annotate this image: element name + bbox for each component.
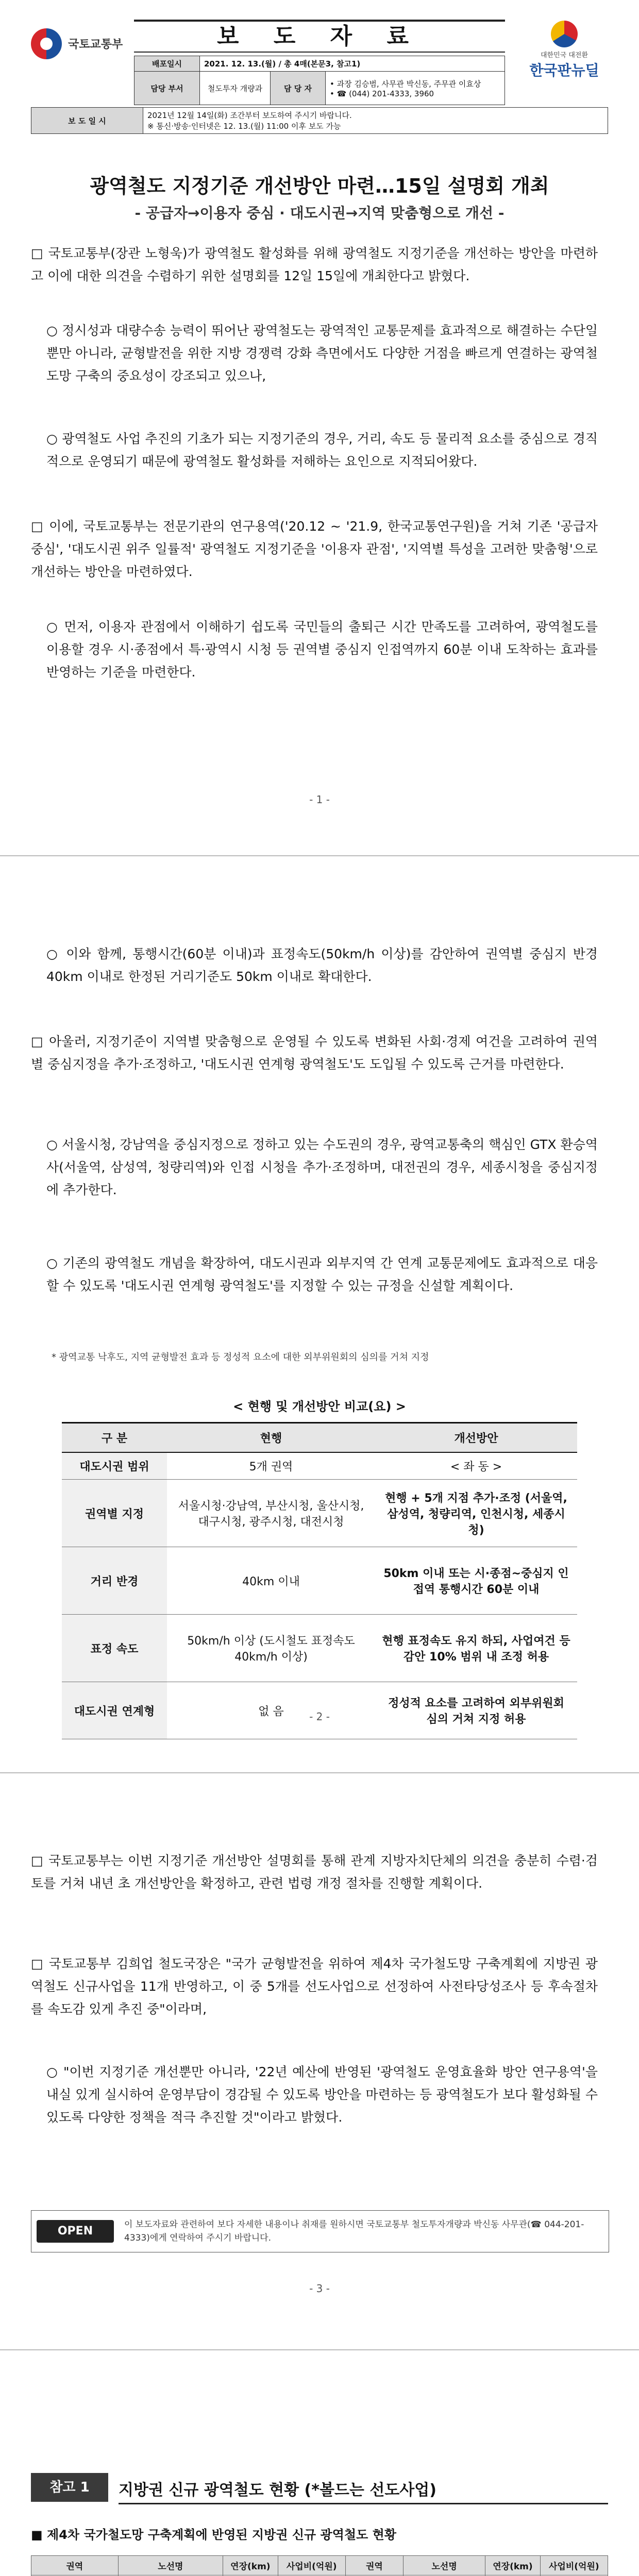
page-divider: [0, 1772, 639, 1773]
comparison-table: [62, 1422, 577, 1739]
ref1-title: 지방권 신규 광역철도 현황 (*볼드는 선도사업): [119, 2477, 608, 2504]
table-row: 권역별 지정 서울시청·강남역, 부산시청, 울산시청, 대구시청, 광주시청, 대전시청 현행 + 5개 지점 추가·조정 (서울역, 삼성역, 청량리역, 인천시청, 세종시청): [62, 1480, 577, 1547]
p1-paragraph-3: ○ 광역철도 사업 추진의 기초가 되는 지정기준의 경우, 거리, 속도 등 물리적 요소를 중심으로 경직적으로 운영되기 때문에 광역철도 활성화를 저해하는 요인으로 지적되어왔다.: [46, 431, 598, 469]
open-license-logo: OPEN: [37, 2220, 114, 2243]
subheadline: - 공급자→이용자 중심 · 대도시권→지역 맞춤형으로 개선 -: [134, 205, 505, 222]
p2-paragraph-3: ○ 서울시청, 강남역을 중심지정으로 정하고 있는 수도권의 경우, 광역교통축의 핵심인 GTX 환승역사(서울역, 삼성역, 청량리역)와 인접 시청을 추가·조정하며, 대전권의 경우, 세종시청을 중심지정에 추가한다.: [46, 1137, 598, 1197]
embargo-label: 보 도 일 시: [31, 108, 143, 134]
contact-footer: [31, 2210, 609, 2252]
table-row: 거리 반경 40km 이내 50km 이내 또는 시·종점~중심지 인접역 통행시간 60분 이내: [62, 1547, 577, 1615]
page-number-1: - 1 -: [309, 793, 330, 806]
new-lines-table: 권역 노선명 연장(km) 사업비(억원) 권역 노선명 연장(km) 사업비(억원): [31, 2555, 608, 2576]
p2-paragraph-1: ○ 이와 함께, 통행시간(60분 이내)과 표정속도(50km/h 이상)를 감안하여 권역별 중심지 반경 40km 이내로 한정된 거리기준도 50km 이내로 확대한다.: [46, 946, 598, 984]
dept-value: 철도투자 개량과: [200, 72, 271, 105]
document-title: 보 도 자 료: [134, 20, 505, 53]
ministry-logo: [31, 23, 129, 64]
p1-paragraph-4: □ 이에, 국토교통부는 전문기관의 연구용역('20.12 ~ '21.9, 한국교통연구원)을 거쳐 기존 '공급자 중심', '대도시권 위주 일률적' 광역철도 지정기준을 '이용자 관점', '지역별 특성을 고려한 맞춤형'으로 개선하는 방안을 마련하였다.: [31, 519, 598, 579]
release-label: 배포일시: [134, 56, 200, 72]
table-row: 대도시권 연계형 없 음 정성적 요소를 고려하여 외부위원회 심의 거쳐 지정 허용: [62, 1682, 577, 1739]
page-divider: [0, 2349, 639, 2350]
new-deal-tagline: 대한민국 대전환: [540, 52, 588, 59]
ministry-emblem-icon: [31, 28, 62, 59]
ministry-name: 국토교통부: [68, 38, 123, 51]
p2-paragraph-2: □ 아울러, 지정기준이 지역별 맞춤형으로 운영될 수 있도록 변화된 사회·경제 여건을 고려하여 권역별 중심지정을 추가·조정하고, '대도시권 연계형 광역철도'도 도입될 수 있도록 근거를 마련한다.: [31, 1034, 598, 1072]
p1-paragraph-5: ○ 먼저, 이용자 관점에서 이해하기 쉽도록 국민들의 출퇴근 시간 만족도를 고려하여, 광역철도를 이용할 경우 시·종점에서 특·광역시 시청 등 권역별 중심지 인접역까지 60분 이내 도착하는 효과를 반영하는 기준을 마련한다.: [46, 619, 598, 680]
p3-paragraph-1: □ 국토교통부는 이번 지정기준 개선방안 설명회를 통해 관계 지방자치단체의 의견을 충분히 수렴·검토를 거쳐 내년 초 개선방안을 확정하고, 관련 법령 개정 절차를 진행할 계획이다.: [31, 1853, 598, 1891]
embargo-value: 2021년 12월 14일(화) 조간부터 보도하여 주시기 바랍니다. ※ 통신·방송·인터넷은 12. 13.(월) 11:00 이후 보도 가능: [143, 108, 608, 134]
new-deal-emblem-icon: [551, 21, 578, 47]
ref1-subtitle: ■ 제4차 국가철도망 구축계획에 반영된 지방권 신규 광역철도 현황: [31, 2528, 397, 2542]
new-deal-title: 한국판뉴딜: [529, 62, 599, 79]
headline: 광역철도 지정기준 개선방안 마련…15일 설명회 개최: [90, 175, 549, 197]
table-row: 표정 속도 50km/h 이상 (도시철도 표정속도 40km/h 이상) 현행 표정속도 유지 하되, 사업여건 등 감안 10% 범위 내 조정 허용: [62, 1615, 577, 1682]
new-deal-logo: [515, 21, 613, 77]
dept-label: 담당 부서: [134, 72, 200, 105]
release-info-table: [134, 56, 505, 105]
p1-paragraph-2: ○ 정시성과 대량수송 능력이 뛰어난 광역철도는 광역적인 교통문제를 효과적으로 해결하는 수단일 뿐만 아니라, 균형발전을 위한 지방 경쟁력 강화 측면에서도 다양한 거점을 빠르게 연결하는 광역철도망 구축의 중요성이 강조되고 있으나,: [46, 323, 598, 383]
contact-text: 이 보도자료와 관련하여 보다 자세한 내용이나 취재를 원하시면 국토교통부 철도투자개량과 박신동 사무관(☎ 044-201-4333)에게 연락하여 주시기 바랍니다.: [124, 2219, 584, 2243]
person-label: 담 당 자: [271, 72, 326, 105]
cmp-head-current: 현행: [167, 1423, 375, 1453]
comparison-table-title: < 현행 및 개선방안 비교(요) >: [233, 1399, 406, 1414]
p3-paragraph-3: ○ "이번 지정기준 개선뿐만 아니라, '22년 예산에 반영된 '광역철도 운영효율화 방안 연구용역'을 내실 있게 실시하여 운영부담이 경감될 수 있도록 방안을 마련하는 등 광역철도가 보다 활성화될 수 있도록 다양한 정책을 적극 추진할 것"이라고 밝혔다.: [46, 2064, 598, 2125]
p2-paragraph-4: ○ 기존의 광역철도 개념을 확장하여, 대도시권과 외부지역 간 연계 교통문제에도 효과적으로 대응할 수 있도록 '대도시권 연계형 광역철도'를 지정할 수 있는 규정을 신설할 계획이다.: [46, 1256, 598, 1293]
table-row: 대도시권 범위 5개 권역 < 좌 동 >: [62, 1452, 577, 1480]
page-number-2: - 2 -: [309, 1710, 330, 1723]
page-divider: [0, 855, 639, 856]
release-value: 2021. 12. 13.(월) / 총 4매(본문3, 참고1): [200, 56, 505, 72]
embargo-table: [31, 107, 608, 134]
cmp-head-improvement: 개선방안: [375, 1423, 577, 1453]
cmp-head-category: 구 분: [62, 1423, 167, 1453]
page-number-3: - 3 -: [309, 2282, 330, 2295]
ref1-tag: 참고 1: [31, 2473, 108, 2502]
person-value: • 과장 김승범, 사무관 박신동, 주무관 이효상 • ☎ (044) 201-4333, 3960: [326, 72, 505, 105]
p1-paragraph-1: □ 국토교통부(장관 노형욱)가 광역철도 활성화를 위해 광역철도 지정기준을 개선하는 방안을 마련하고 이에 대한 의견을 수렴하기 위한 설명회를 12일 15일에 개최한다고 밝혔다.: [31, 246, 598, 283]
p2-footnote: * 광역교통 낙후도, 지역 균형발전 효과 등 정성적 요소에 대한 외부위원회의 심의를 거쳐 지정: [52, 1352, 429, 1363]
p3-paragraph-2: □ 국토교통부 김희업 철도국장은 "국가 균형발전을 위하여 제4차 국가철도망 구축계획에 지방권 광역철도 신규사업을 11개 반영하고, 이 중 5개를 선도사업으로 선정하여 사전타당성조사 등 후속절차를 속도감 있게 추진 중"이라며,: [31, 1956, 598, 2016]
